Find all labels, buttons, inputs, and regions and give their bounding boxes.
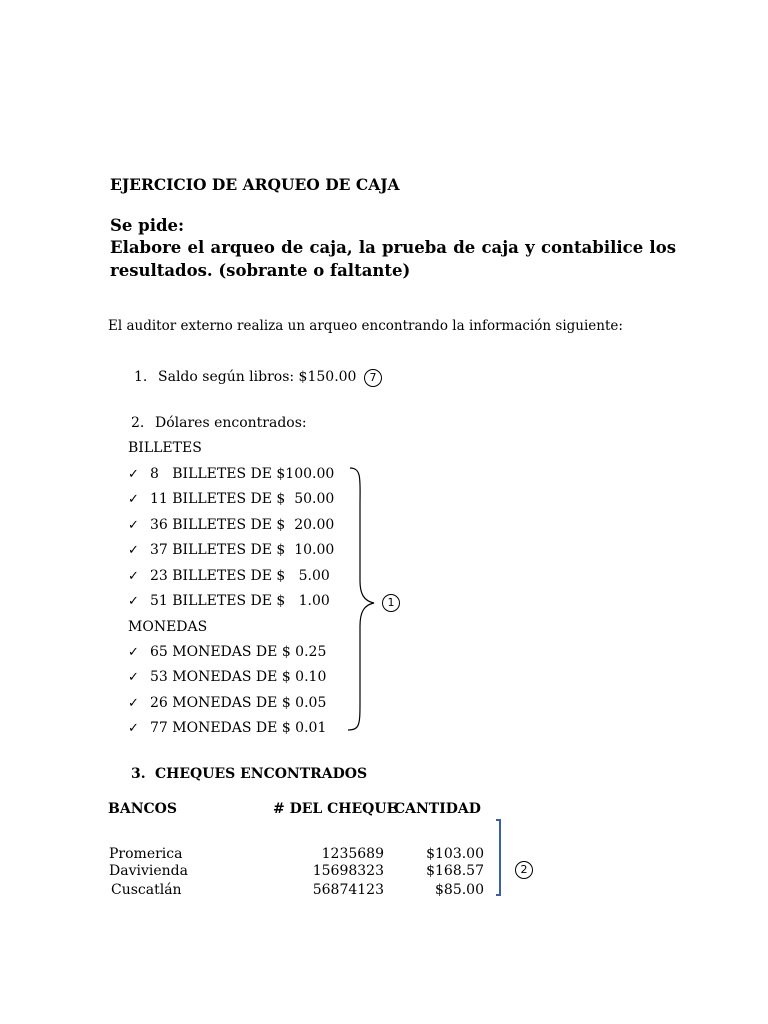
circled-seven-marker: 7 bbox=[364, 369, 382, 387]
item-1-number: 1. bbox=[134, 369, 148, 385]
request-heading: Se pide: bbox=[110, 216, 185, 235]
checkmark-icon: ✓ bbox=[128, 518, 139, 533]
billete-text: 23 BILLETES DE $ 5.00 bbox=[150, 568, 330, 584]
billete-text: 8 BILLETES DE $100.00 bbox=[150, 466, 335, 482]
column-header-bancos: BANCOS bbox=[108, 801, 177, 817]
circled-one-marker: 1 bbox=[382, 594, 400, 612]
moneda-row bbox=[128, 720, 326, 736]
intro-text: El auditor externo realiza un arqueo encontrando la información siguiente: bbox=[108, 318, 623, 334]
cell-cheque-number: 56874123 bbox=[312, 882, 384, 898]
cell-banco: Promerica bbox=[109, 846, 183, 862]
checkmark-icon: ✓ bbox=[128, 696, 139, 711]
item-2 bbox=[131, 415, 307, 431]
cell-banco: Davivienda bbox=[109, 863, 188, 879]
billete-text: 36 BILLETES DE $ 20.00 bbox=[150, 517, 335, 533]
cell-banco: Cuscatlán bbox=[111, 882, 182, 898]
cell-cheque-number: 1235689 bbox=[321, 846, 384, 862]
cell-cantidad: $85.00 bbox=[435, 882, 484, 898]
checkmark-icon: ✓ bbox=[128, 670, 139, 685]
request-text: Elabore el arqueo de caja, la prueba de caja y contabilice los resultados. (sobrante o faltante) bbox=[110, 238, 676, 280]
item-3-number: 3. bbox=[131, 766, 146, 782]
billetes-label: BILLETES bbox=[128, 440, 202, 456]
moneda-text: 65 MONEDAS DE $ 0.25 bbox=[150, 644, 327, 660]
billete-text: 37 BILLETES DE $ 10.00 bbox=[150, 542, 335, 558]
billete-row bbox=[128, 542, 334, 558]
checkmark-icon: ✓ bbox=[128, 721, 139, 736]
item-2-number: 2. bbox=[131, 415, 145, 431]
item-1-text: Saldo según libros: $150.00 bbox=[158, 369, 357, 385]
billete-text: 51 BILLETES DE $ 1.00 bbox=[150, 593, 330, 609]
bracket-icon bbox=[494, 818, 506, 898]
cell-cheque-number: 15698323 bbox=[312, 863, 384, 879]
moneda-text: 77 MONEDAS DE $ 0.01 bbox=[150, 720, 327, 736]
item-1 bbox=[134, 369, 356, 385]
checkmark-icon: ✓ bbox=[128, 645, 139, 660]
cell-cantidad: $103.00 bbox=[426, 846, 484, 862]
billete-row bbox=[128, 491, 334, 507]
item-3-text: CHEQUES ENCONTRADOS bbox=[155, 766, 368, 782]
cell-cantidad: $168.57 bbox=[426, 863, 484, 879]
checkmark-icon: ✓ bbox=[128, 492, 139, 507]
column-header-cantidad: CANTIDAD bbox=[394, 801, 481, 817]
curly-brace-icon bbox=[344, 466, 384, 732]
billete-row bbox=[128, 593, 330, 609]
billete-row bbox=[128, 466, 334, 482]
circled-two-marker: 2 bbox=[515, 861, 533, 879]
moneda-text: 53 MONEDAS DE $ 0.10 bbox=[150, 669, 327, 685]
page-title: EJERCICIO DE ARQUEO DE CAJA bbox=[110, 175, 400, 194]
checkmark-icon: ✓ bbox=[128, 594, 139, 609]
item-2-text: Dólares encontrados: bbox=[155, 415, 307, 431]
monedas-label: MONEDAS bbox=[128, 619, 208, 635]
checkmark-icon: ✓ bbox=[128, 569, 139, 584]
item-3 bbox=[131, 766, 367, 782]
moneda-text: 26 MONEDAS DE $ 0.05 bbox=[150, 695, 327, 711]
moneda-row bbox=[128, 695, 326, 711]
checkmark-icon: ✓ bbox=[128, 467, 139, 482]
billete-row bbox=[128, 517, 334, 533]
billete-row bbox=[128, 568, 330, 584]
billete-text: 11 BILLETES DE $ 50.00 bbox=[150, 491, 335, 507]
moneda-row bbox=[128, 669, 326, 685]
moneda-row bbox=[128, 644, 326, 660]
checkmark-icon: ✓ bbox=[128, 543, 139, 558]
column-header-cheque-number: # DEL CHEQUE bbox=[273, 801, 398, 817]
